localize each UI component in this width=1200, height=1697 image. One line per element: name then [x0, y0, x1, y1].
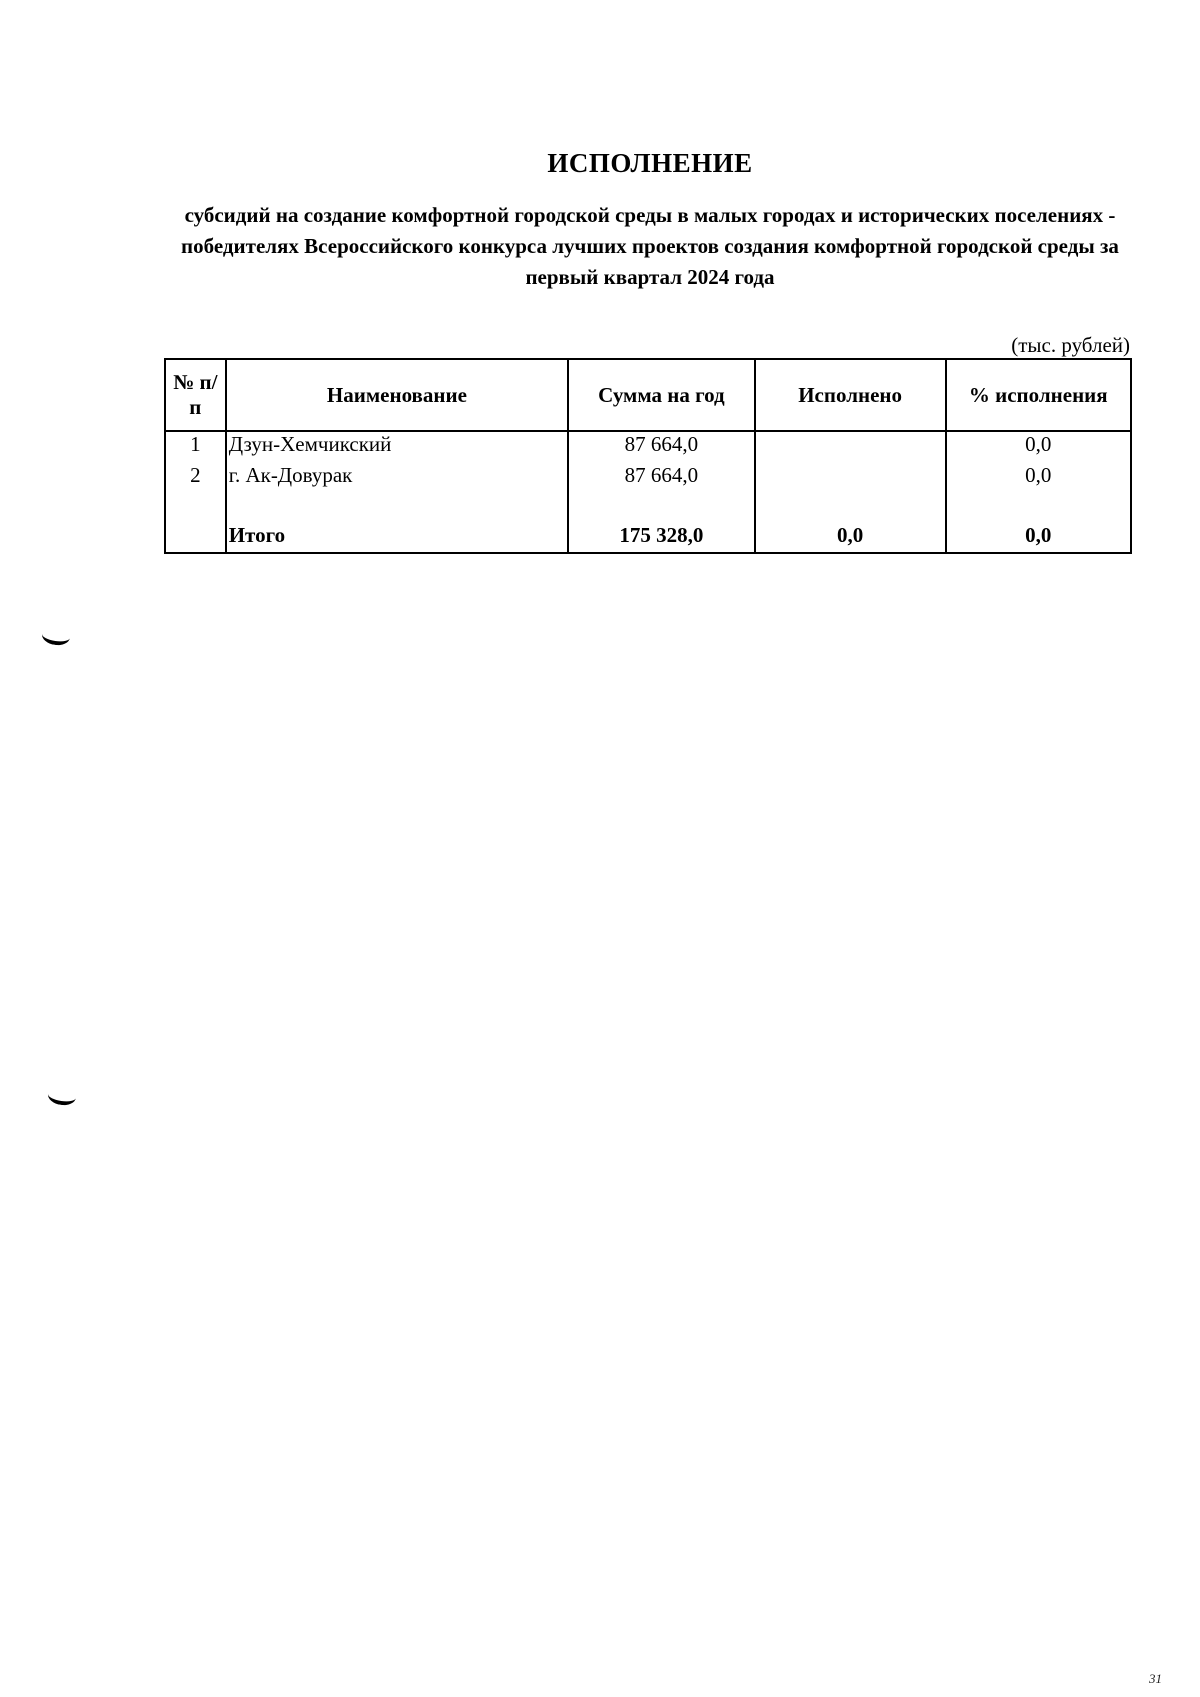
header-pct: % исполнения [946, 359, 1131, 431]
row-name: г. Ак-Довурак [226, 463, 568, 494]
total-name: Итого [226, 518, 568, 553]
row-done [755, 463, 946, 494]
document-subtitle: субсидий на создание комфортной городской среды в малых городах и исторических поселениях - победителях Всероссийского конкурса лучших проектов создания комфортной городской среды за первый квартал 2024 года [181, 203, 1119, 289]
header-done: Исполнено [755, 359, 946, 431]
row-done [755, 431, 946, 463]
table-row [165, 431, 1131, 463]
row-pct: 0,0 [946, 431, 1131, 463]
row-sum: 87 664,0 [568, 463, 755, 494]
row-num: 1 [165, 431, 226, 463]
unit-label: (тыс. рублей) [1011, 333, 1130, 357]
scan-mark [41, 625, 71, 647]
row-name: Дзун-Хемчикский [226, 431, 568, 463]
table-row [165, 463, 1131, 494]
total-pct: 0,0 [946, 518, 1131, 553]
total-row [165, 518, 1131, 553]
spacer-cell [568, 494, 755, 518]
spacer-row [165, 494, 1131, 518]
page-number: 31 [1149, 1671, 1162, 1686]
header-sum: Сумма на год [568, 359, 755, 431]
document-title: ИСПОЛНЕНИЕ [547, 148, 753, 178]
spacer-cell [946, 494, 1131, 518]
total-num [165, 518, 226, 553]
row-sum: 87 664,0 [568, 431, 755, 463]
row-pct: 0,0 [946, 463, 1131, 494]
header-name: Наименование [226, 359, 568, 431]
spacer-cell [755, 494, 946, 518]
header-row [165, 359, 1131, 431]
scan-mark [47, 1085, 77, 1107]
header-num: № п/п [165, 359, 226, 431]
spacer-cell [165, 494, 226, 518]
spacer-cell [226, 494, 568, 518]
total-done: 0,0 [755, 518, 946, 553]
report-table [164, 358, 1132, 554]
total-sum: 175 328,0 [568, 518, 755, 553]
row-num: 2 [165, 463, 226, 494]
